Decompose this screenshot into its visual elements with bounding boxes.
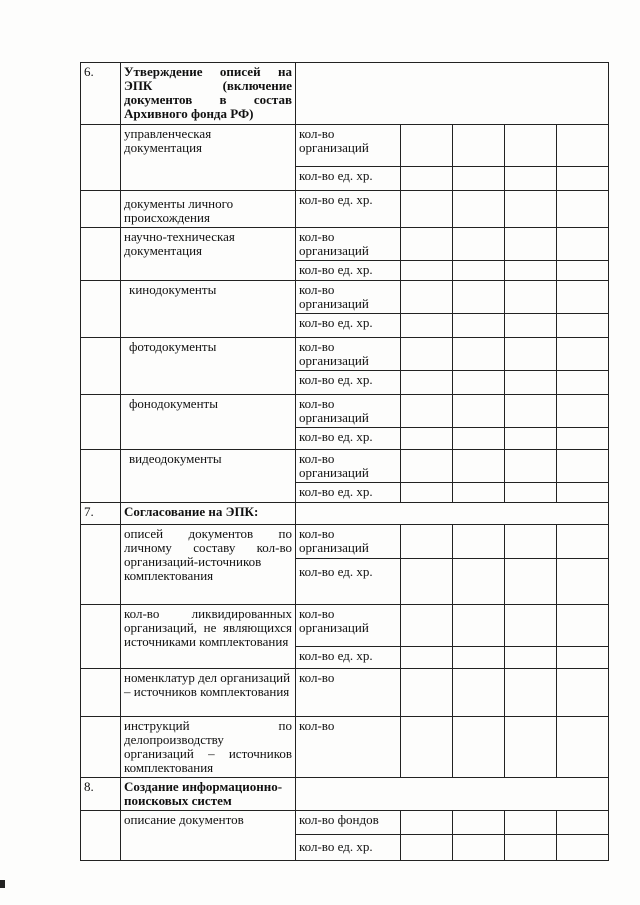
- value-cell: [401, 669, 453, 717]
- number-cell: [81, 450, 121, 503]
- value-cell: [557, 228, 609, 261]
- value-cell: [505, 835, 557, 861]
- metric-label: кол-во ед. хр.: [296, 835, 401, 861]
- table-row: [81, 811, 609, 835]
- table-row: [81, 605, 609, 647]
- item-label: инструкций по делопроизводству организаций – источников комплектования: [121, 717, 296, 778]
- section-header-row: [81, 503, 609, 525]
- value-cell: [453, 559, 505, 605]
- table-row: [81, 338, 609, 371]
- value-cell: [401, 228, 453, 261]
- metric-label: кол-во ед. хр.: [296, 483, 401, 503]
- metric-label: кол-во ед. хр.: [296, 167, 401, 191]
- table-row: [81, 669, 609, 717]
- value-cell: [401, 717, 453, 778]
- value-cell: [505, 371, 557, 395]
- value-cell: [557, 811, 609, 835]
- value-cell: [557, 669, 609, 717]
- metric-label: кол-во ед. хр.: [296, 559, 401, 605]
- table-row: [81, 125, 609, 167]
- item-label: управленческая документация: [121, 125, 296, 191]
- section-header-empty: [296, 778, 609, 811]
- table-row: [81, 450, 609, 483]
- value-cell: [505, 647, 557, 669]
- value-cell: [505, 450, 557, 483]
- value-cell: [557, 371, 609, 395]
- metric-label: кол-во: [296, 669, 401, 717]
- value-cell: [557, 281, 609, 314]
- metric-label: кол-во ед. хр.: [296, 371, 401, 395]
- value-cell: [453, 525, 505, 559]
- value-cell: [557, 559, 609, 605]
- value-cell: [401, 191, 453, 228]
- report-table: [80, 62, 609, 861]
- number-cell: [81, 605, 121, 669]
- value-cell: [453, 338, 505, 371]
- value-cell: [401, 811, 453, 835]
- value-cell: [557, 835, 609, 861]
- value-cell: [557, 483, 609, 503]
- number-cell: [81, 228, 121, 281]
- number-cell: [81, 717, 121, 778]
- value-cell: [453, 167, 505, 191]
- value-cell: [453, 428, 505, 450]
- value-cell: [505, 191, 557, 228]
- item-label: описание документов: [121, 811, 296, 861]
- value-cell: [505, 717, 557, 778]
- table-row: [81, 228, 609, 261]
- metric-label: кол-во: [296, 717, 401, 778]
- value-cell: [557, 261, 609, 281]
- value-cell: [505, 605, 557, 647]
- section-number: 7.: [81, 503, 121, 525]
- value-cell: [557, 167, 609, 191]
- section-header-empty: [296, 503, 609, 525]
- value-cell: [401, 428, 453, 450]
- value-cell: [557, 191, 609, 228]
- section-number: 8.: [81, 778, 121, 811]
- item-label: видеодокументы: [121, 450, 296, 503]
- metric-label: кол-во организаций: [296, 450, 401, 483]
- metric-label: кол-во ед. хр.: [296, 314, 401, 338]
- item-label: фотодокументы: [121, 338, 296, 395]
- value-cell: [505, 167, 557, 191]
- item-label: научно-техническая документация: [121, 228, 296, 281]
- value-cell: [401, 395, 453, 428]
- metric-label: кол-во организаций: [296, 281, 401, 314]
- value-cell: [505, 428, 557, 450]
- metric-label: кол-во организаций: [296, 605, 401, 647]
- value-cell: [453, 371, 505, 395]
- value-cell: [505, 338, 557, 371]
- value-cell: [505, 314, 557, 338]
- metric-label: кол-во организаций: [296, 395, 401, 428]
- section-header-empty: [296, 63, 609, 125]
- section-title: Создание информационно-поисковых систем: [121, 778, 296, 811]
- value-cell: [453, 483, 505, 503]
- number-cell: [81, 125, 121, 191]
- number-cell: [81, 338, 121, 395]
- metric-label: кол-во ед. хр.: [296, 647, 401, 669]
- item-label: кол-во ликвидированных организаций, не являющихся источниками комплектования: [121, 605, 296, 669]
- item-label: кинодокументы: [121, 281, 296, 338]
- number-cell: [81, 191, 121, 228]
- value-cell: [453, 395, 505, 428]
- value-cell: [453, 450, 505, 483]
- item-label: документы личного происхождения: [121, 191, 296, 228]
- metric-label: кол-во организаций: [296, 125, 401, 167]
- metric-label: кол-во ед. хр.: [296, 191, 401, 228]
- value-cell: [505, 559, 557, 605]
- metric-label: кол-во организаций: [296, 228, 401, 261]
- table-row: [81, 395, 609, 428]
- metric-label: кол-во ед. хр.: [296, 261, 401, 281]
- table-row: [81, 281, 609, 314]
- table-row: [81, 525, 609, 559]
- value-cell: [401, 314, 453, 338]
- value-cell: [401, 559, 453, 605]
- value-cell: [505, 281, 557, 314]
- value-cell: [557, 395, 609, 428]
- value-cell: [557, 125, 609, 167]
- section-header-row: [81, 778, 609, 811]
- value-cell: [401, 125, 453, 167]
- value-cell: [401, 647, 453, 669]
- value-cell: [557, 525, 609, 559]
- section-number: 6.: [81, 63, 121, 125]
- value-cell: [401, 605, 453, 647]
- number-cell: [81, 281, 121, 338]
- value-cell: [401, 450, 453, 483]
- value-cell: [505, 811, 557, 835]
- value-cell: [557, 338, 609, 371]
- value-cell: [557, 605, 609, 647]
- value-cell: [453, 261, 505, 281]
- value-cell: [453, 811, 505, 835]
- value-cell: [557, 450, 609, 483]
- section-title: Утверждение описей на ЭПК (включение документов в состав Архивного фонда РФ): [121, 63, 296, 125]
- value-cell: [453, 281, 505, 314]
- value-cell: [453, 228, 505, 261]
- value-cell: [401, 371, 453, 395]
- value-cell: [557, 314, 609, 338]
- number-cell: [81, 395, 121, 450]
- number-cell: [81, 669, 121, 717]
- value-cell: [557, 717, 609, 778]
- item-label: фонодокументы: [121, 395, 296, 450]
- value-cell: [453, 125, 505, 167]
- item-label: описей документов по личному составу кол-во организаций-источников комплектования: [121, 525, 296, 605]
- section-title: Согласование на ЭПК:: [121, 503, 296, 525]
- value-cell: [401, 835, 453, 861]
- item-label: номенклатур дел организаций – источников комплектования: [121, 669, 296, 717]
- metric-label: кол-во организаций: [296, 338, 401, 371]
- value-cell: [557, 647, 609, 669]
- value-cell: [401, 261, 453, 281]
- section-header-row: [81, 63, 609, 125]
- value-cell: [453, 717, 505, 778]
- value-cell: [453, 669, 505, 717]
- table-row: [81, 717, 609, 778]
- value-cell: [505, 483, 557, 503]
- value-cell: [401, 338, 453, 371]
- number-cell: [81, 811, 121, 861]
- number-cell: [81, 525, 121, 605]
- value-cell: [505, 669, 557, 717]
- value-cell: [453, 605, 505, 647]
- value-cell: [453, 314, 505, 338]
- metric-label: кол-во организаций: [296, 525, 401, 559]
- value-cell: [453, 191, 505, 228]
- value-cell: [505, 525, 557, 559]
- value-cell: [505, 261, 557, 281]
- value-cell: [505, 395, 557, 428]
- metric-label: кол-во фондов: [296, 811, 401, 835]
- table-row: [81, 191, 609, 228]
- value-cell: [505, 125, 557, 167]
- value-cell: [401, 483, 453, 503]
- value-cell: [505, 228, 557, 261]
- value-cell: [557, 428, 609, 450]
- scan-edge-mark: [0, 880, 5, 888]
- metric-label: кол-во ед. хр.: [296, 428, 401, 450]
- value-cell: [453, 835, 505, 861]
- value-cell: [401, 525, 453, 559]
- value-cell: [401, 167, 453, 191]
- value-cell: [453, 647, 505, 669]
- value-cell: [401, 281, 453, 314]
